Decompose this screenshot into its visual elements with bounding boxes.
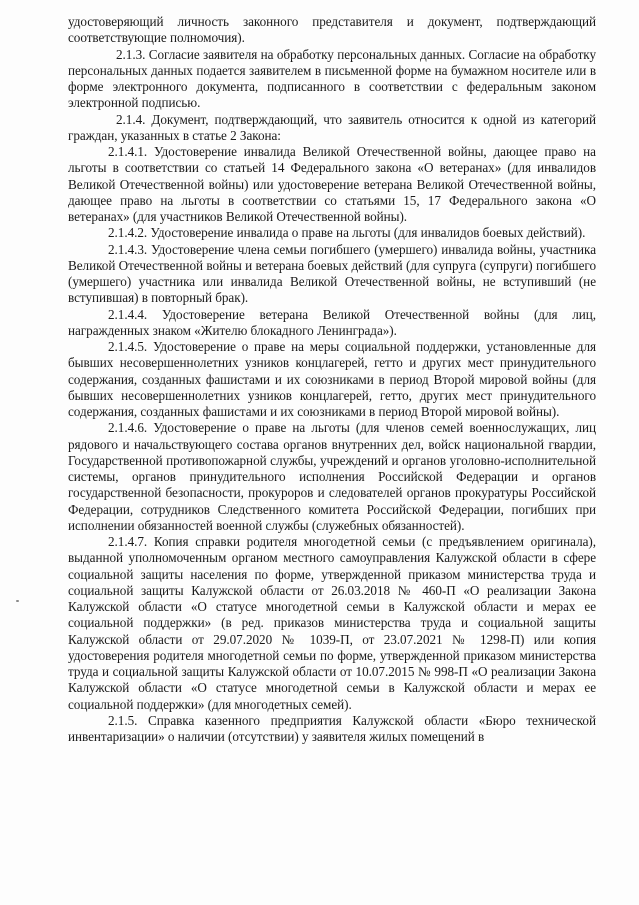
paragraph-2-1-4-3: 2.1.4.3. Удостоверение члена семьи погибшего (умершего) инвалида войны, участника Великой Отечественной войны и ветерана боевых действий (для супруга (супруги) погибшего (умершего) участника или инвалида Великой Отечественной войны, не вступивший (не вступившая) в повторный брак). [68, 241, 596, 306]
paragraph-2-1-4-6: 2.1.4.6. Удостоверение о праве на льготы (для членов семей военнослужащих, лиц рядового и начальствующего состава органов внутренних дел, войск национальной гвардии, Государственной противопожарной службы, учреждений и органов уголовно-исполнительной системы, органов принудительного исполнения Российской Федерации и органов государственной безопасности, прокуроров и следователей органов прокуратуры Российской Федерации, сотрудников Следственного комитета Российской Федерации, погибших при исполнении обязанностей военной службы (служебных обязанностей). [68, 420, 596, 533]
paragraph-2-1-4-4: 2.1.4.4. Удостоверение ветерана Великой Отечественной войны (для лиц, награжденных знаком «Жителю блокадного Ленинграда»). [68, 306, 596, 338]
paragraph-2-1-4: 2.1.4. Документ, подтверждающий, что заявитель относится к одной из категорий граждан, указанных в статье 2 Закона: [68, 111, 596, 143]
paragraph-2-1-5: 2.1.5. Справка казенного предприятия Калужской области «Бюро технической инвентаризации» о наличии (отсутствии) у заявителя жилых помещений в [68, 712, 596, 744]
paragraph-2-1-4-2: 2.1.4.2. Удостоверение инвалида о праве на льготы (для инвалидов боевых действий). [108, 225, 586, 241]
document-body [68, 14, 596, 745]
paragraph-2-1-4-5: 2.1.4.5. Удостоверение о праве на меры социальной поддержки, установленные для бывших несовершеннолетних узников концлагерей, гетто и других мест принудительного содержания, созданных фашистами и их союзниками в период Второй мировой войны (для бывших несовершеннолетних узников концлагерей, гетто, других мест принудительного содержания, созданных фашистами и их союзниками в период Второй мировой войны). [68, 339, 596, 419]
paragraph-continuation: удостоверяющий личность законного представителя и документ, подтверждающий соответствующие полномочия). [68, 14, 596, 46]
paragraph-2-1-4-7: 2.1.4.7. Копия справки родителя многодетной семьи (с предъявлением оригинала), выданной уполномоченным органом местного самоуправления Калужской области в сфере социальной защиты населения по форме, утвержденной приказом министерства труда и социальной защиты Калужской области от 26.03.2018 № 460-П «О реализации Закона Калужской области «О статусе многодетной семьи в Калужской области и мерах ее социальной поддержки» (в ред. приказов министерства труда и социальной защиты Калужской области от 29.07.2020 № 1039-П, от 23.07.2021 № 1298-П) или копия удостоверения родителя многодетной семьи по форме, утвержденной приказом министерства труда и социальной защиты Калужской области от 10.07.2015 № 998-П «О реализации Закона Калужской области «О статусе многодетной семьи в Калужской области и мерах ее социальной поддержки» (для многодетных семей). [68, 534, 596, 712]
paragraph-2-1-4-1: 2.1.4.1. Удостоверение инвалида Великой Отечественной войны, дающее право на льготы в соответствии со статьей 14 Федерального закона «О ветеранах» (для инвалидов Великой Отечественной войны) или удостоверение ветерана Великой Отечественной войны, дающее право на льготы в соответствии со статьями 15, 17 Федерального закона «О ветеранах» (для участников Великой Отечественной войны). [68, 144, 596, 224]
paragraph-2-1-3: 2.1.3. Согласие заявителя на обработку персональных данных. Согласие на обработку персональных данных подается заявителем в письменной форме на бумажном носителе или в форме электронного документа, подписанного в соответствии с федеральным законом электронной подписью. [68, 46, 596, 111]
scan-speck [16, 600, 19, 602]
